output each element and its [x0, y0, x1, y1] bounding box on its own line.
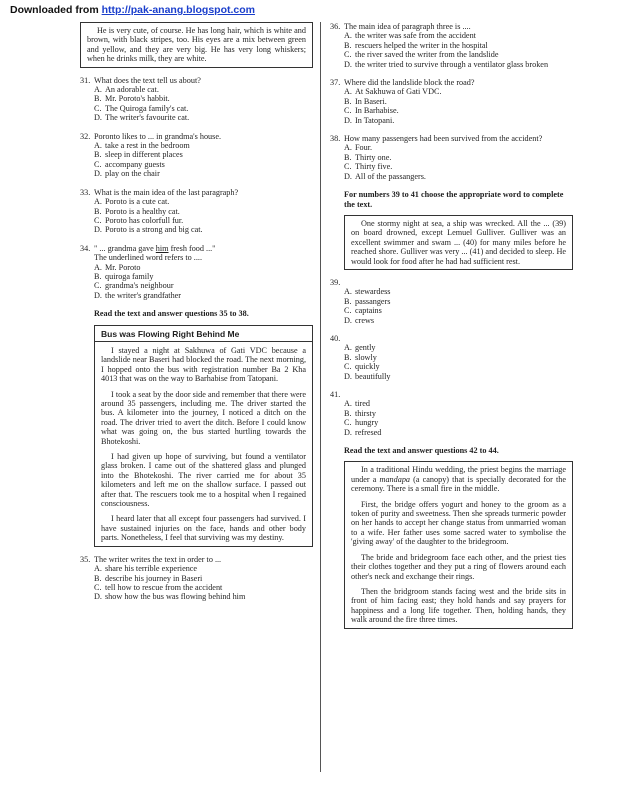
option-c[interactable] [80, 160, 313, 169]
option-a[interactable] [330, 143, 573, 152]
option-letter: A. [94, 564, 102, 574]
option-letter: C. [94, 103, 102, 113]
cloze-passage-box [344, 215, 573, 270]
option-c[interactable] [330, 306, 573, 315]
option-text: crews [355, 315, 375, 325]
option-text: gently [355, 343, 376, 353]
option-d[interactable] [80, 169, 313, 178]
option-letter: B. [94, 573, 102, 583]
option-d[interactable] [80, 113, 313, 122]
option-text: Thirty one. [355, 152, 392, 162]
option-letter: C. [94, 281, 102, 291]
option-b[interactable] [330, 409, 573, 418]
option-text: In Barhabise. [355, 106, 399, 116]
option-text: the writer was safe from the accident [355, 31, 476, 41]
option-d[interactable] [330, 316, 573, 325]
option-text: the writer tried to survive through a ventilator glass broken [355, 59, 549, 69]
question-32 [80, 132, 313, 179]
story-paragraph: I had given up hope of surviving, but found a ventilator glass broken. I came out of the shattered glass and plunged into the Bhotekoshi. The river carried me for about 35 kilometers and left me on the shallow surface. I passed out after that. The rescuers took me to a hospital when I regained consciousness. [101, 452, 306, 509]
option-letter: C. [344, 162, 352, 172]
option-text: Poroto has colorfull fur. [105, 215, 184, 225]
option-b[interactable] [80, 207, 313, 216]
quote-part: fresh food ..." [168, 243, 216, 253]
option-letter: A. [344, 143, 352, 153]
option-letter: D. [94, 169, 102, 179]
option-b[interactable] [330, 297, 573, 306]
option-letter: C. [94, 215, 102, 225]
option-letter: A. [94, 85, 102, 95]
option-text: the writer's grandfather [105, 290, 182, 300]
option-letter: D. [344, 171, 352, 181]
option-text: take a rest in the bedroom [105, 141, 190, 151]
question-31 [80, 76, 313, 123]
question-39 [330, 278, 573, 325]
option-text: share his terrible experience [105, 564, 198, 574]
option-letter: D. [344, 59, 352, 69]
question-38 [330, 134, 573, 181]
option-text: In Tatopani. [355, 115, 395, 125]
option-text: Mr. Poroto's habbit. [105, 94, 170, 104]
banner-link[interactable]: http://pak-anang.blogspot.com [101, 4, 256, 16]
question-text: What does the text tell us about? [94, 75, 201, 85]
download-banner [10, 4, 255, 16]
option-b[interactable] [330, 353, 573, 362]
option-text: hungry [355, 418, 379, 428]
option-text: Mr. Poroto [105, 262, 141, 272]
question-36 [330, 22, 573, 69]
option-c[interactable] [80, 281, 313, 290]
option-c[interactable] [330, 418, 573, 427]
option-letter: A. [344, 399, 352, 409]
option-letter: C. [344, 306, 352, 316]
intro-passage: He is very cute, of course. He has long hair, which is white and brown, with black stripes, too. His eyes are a mix between green and yellow, and they are very big. He has very long whiskers; when he drinks milk, they are white. [87, 26, 306, 64]
option-text: The writer's favourite cat. [105, 113, 190, 123]
option-text: quiroga family [105, 271, 154, 281]
option-a[interactable] [330, 343, 573, 352]
option-d[interactable] [330, 372, 573, 381]
story-paragraph: I stayed a night at Sakhuwa of Gati VDC because a landslide near Baseri had blocked the road. The next morning, I hopped onto the bus with registration number Ba 2 Kha 4013 that was on the way to Barhabise from Tatopani. [101, 345, 306, 384]
wedding-paragraph: First, the bridge offers yogurt and honey to the groom as a token of purity and sweetness. Then she spreads turmeric powder on her hands to accept her change status from unmarried woman to a wife. Her father uses some sacred water to symbolise the 'giving away' of the daughter to the bridegroom. [351, 499, 566, 547]
question-37 [330, 78, 573, 125]
option-text: Four. [355, 143, 373, 153]
option-letter: B. [94, 150, 102, 160]
option-d[interactable] [80, 225, 313, 234]
quote-part: " ... grandma gave [94, 243, 156, 253]
story-paragraph: I took a seat by the door side and remember that there were around 35 passengers, including me. The driver started the bus. A kilometer into the journey, I noticed a ditch on the road. The driver tried to avert the ditch. Before I could know what was going on, the bus started hurtling towards the Bhotekoshi. [101, 389, 306, 446]
option-letter: A. [344, 31, 352, 41]
option-text: captains [355, 306, 382, 316]
option-d[interactable] [330, 428, 573, 437]
option-c[interactable] [330, 106, 573, 115]
option-b[interactable] [80, 150, 313, 159]
option-c[interactable] [80, 583, 313, 592]
option-text: describe his journey in Baseri [105, 573, 203, 583]
story-title: Bus was Flowing Right Behind Me [95, 329, 312, 342]
question-number: 40. [330, 333, 341, 343]
story-box [94, 325, 313, 547]
question-number: 35. [80, 554, 91, 564]
option-c[interactable] [80, 104, 313, 113]
option-text: The Quiroga family's cat. [105, 103, 189, 113]
option-letter: B. [344, 152, 352, 162]
instruction-35-38: Read the text and answer questions 35 to 38. [94, 309, 249, 319]
column-divider [320, 22, 321, 772]
option-text: quickly [355, 362, 380, 372]
instruction-39-41: For numbers 39 to 41 choose the appropriate word to complete the text. [344, 190, 564, 209]
option-text: Poroto is a cute cat. [105, 197, 170, 207]
option-b[interactable] [330, 41, 573, 50]
option-letter: A. [94, 197, 102, 207]
option-letter: C. [344, 418, 352, 428]
intro-passage-box [80, 22, 313, 68]
option-b[interactable] [80, 94, 313, 103]
option-d[interactable] [330, 172, 573, 181]
question-41 [330, 390, 573, 437]
option-b[interactable] [330, 97, 573, 106]
option-a[interactable] [80, 197, 313, 206]
option-text: In Baseri. [355, 96, 387, 106]
option-d[interactable] [80, 291, 313, 300]
option-text: refresed [355, 427, 382, 437]
option-letter: D. [344, 315, 352, 325]
option-a[interactable] [330, 399, 573, 408]
option-a[interactable] [330, 287, 573, 296]
option-c[interactable] [80, 216, 313, 225]
option-letter: B. [344, 408, 352, 418]
option-text: rescuers helped the writer in the hospital [355, 40, 488, 50]
option-text: grandma's neighbour [105, 281, 174, 291]
option-text: show how the bus was flowing behind him [105, 592, 246, 602]
question-quote [94, 244, 313, 253]
wedding-paragraph [351, 465, 566, 493]
wedding-paragraph: The bride and bridegroom face each other, and the priest ties their clothes together and they put a ring of flowers around each other's neck and exchange their rings. [351, 552, 566, 581]
option-a[interactable] [80, 564, 313, 573]
option-text: accompany guests [105, 159, 165, 169]
option-letter: A. [94, 141, 102, 151]
question-text: Where did the landslide block the road? [344, 78, 475, 88]
option-text: play on the chair [105, 169, 160, 179]
option-letter: B. [94, 271, 102, 281]
question-33 [80, 188, 313, 235]
left-column [80, 22, 313, 611]
option-text: the river saved the writer from the landslide [355, 50, 499, 60]
question-34 [80, 244, 313, 300]
option-text: At Sakhuwa of Gati VDC. [355, 87, 442, 97]
option-text: thirsty [355, 408, 376, 418]
option-text: sleep in different places [105, 150, 183, 160]
cloze-passage: One stormy night at sea, a ship was wrecked. All the ... (39) on board drowned, except Lemuel Gulliver. Gulliver was an excellent swimmer and swam ... (40) for many miles before he reached shore. Gulliver was very ... (41) and decided to sleep. He would look for food after he had had sufficient rest. [351, 218, 566, 266]
instruction-42-44: Read the text and answer questions 42 to 44. [344, 446, 499, 456]
question-number: 37. [330, 78, 341, 88]
option-c[interactable] [330, 50, 573, 59]
option-text: tired [355, 399, 371, 409]
option-letter: B. [344, 96, 352, 106]
question-text: The main idea of paragraph three is .... [344, 22, 471, 31]
option-b[interactable] [80, 574, 313, 583]
option-c[interactable] [330, 362, 573, 371]
option-a[interactable] [80, 263, 313, 272]
question-text: The writer writes the text in order to ... [94, 554, 222, 564]
banner-prefix: Downloaded from [10, 4, 102, 16]
text-run: In a traditional Hindu wedding, the priest begins the marriage under a [351, 465, 566, 484]
option-letter: C. [94, 582, 102, 592]
question-text: Poronto likes to ... in grandma's house. [94, 131, 222, 141]
option-letter: A. [344, 87, 352, 97]
option-letter: A. [344, 343, 352, 353]
question-number: 32. [80, 131, 91, 141]
question-text: What is the main idea of the last paragraph? [94, 187, 239, 197]
option-d[interactable] [330, 60, 573, 69]
question-number: 34. [80, 243, 91, 253]
option-letter: C. [344, 362, 352, 372]
wedding-paragraph: Then the bridgroom stands facing west and the bride sits in front of him facing east; they hold hands and say prayers for happiness and a long life together. Then, holding hands, they walk around the fire three times. [351, 586, 566, 625]
option-letter: D. [94, 290, 102, 300]
option-letter: C. [94, 159, 102, 169]
option-letter: D. [344, 371, 352, 381]
option-text: stewardess [355, 287, 391, 297]
option-letter: B. [94, 206, 102, 216]
question-text-line [80, 253, 313, 262]
option-d[interactable] [80, 592, 313, 601]
question-text: How many passengers had been survived from the accident? [344, 134, 543, 144]
option-letter: D. [344, 115, 352, 125]
option-text: Poroto is a strong and big cat. [105, 225, 203, 235]
wedding-passage-box [344, 461, 573, 628]
question-number: 33. [80, 187, 91, 197]
right-column [330, 22, 573, 637]
option-text: Poroto is a healthy cat. [105, 206, 180, 216]
option-letter: B. [344, 296, 352, 306]
option-letter: D. [94, 592, 102, 602]
italic-term: mandapa [379, 474, 411, 484]
option-letter: A. [94, 262, 102, 272]
option-b[interactable] [80, 272, 313, 281]
option-a[interactable] [330, 31, 573, 40]
question-number: 41. [330, 390, 341, 399]
option-text: All of the passangers. [355, 171, 426, 181]
option-text: beautifully [355, 371, 391, 381]
question-35 [80, 555, 313, 602]
option-letter: C. [344, 106, 352, 116]
story-paragraph: I heard later that all except four passengers had survived. I have sustained injuries on the face, hands and other body parts. Nonetheless, I feel that surviving was my destiny. [101, 514, 306, 543]
option-a[interactable] [330, 87, 573, 96]
option-text: passangers [355, 296, 391, 306]
option-a[interactable] [80, 141, 313, 150]
underlined-word: him [155, 243, 169, 253]
option-c[interactable] [330, 162, 573, 171]
question-number: 39. [330, 277, 341, 287]
option-d[interactable] [330, 116, 573, 125]
option-letter: D. [94, 113, 102, 123]
option-text: Thirty five. [355, 162, 393, 172]
option-a[interactable] [80, 85, 313, 94]
option-letter: C. [344, 50, 352, 60]
option-text: tell how to rescue from the accident [105, 582, 223, 592]
question-text: The underlined word refers to .... [94, 253, 202, 263]
option-letter: B. [94, 94, 102, 104]
option-text: slowly [355, 352, 377, 362]
option-text: An adorable cat. [105, 85, 159, 95]
text-run: (a canopy) that is specially decorated for the ceremony. There is a small fire in the middle. [351, 474, 567, 494]
question-40 [330, 334, 573, 381]
option-letter: A. [344, 287, 352, 297]
question-number: 38. [330, 134, 341, 144]
option-letter: B. [344, 352, 352, 362]
question-number: 31. [80, 75, 91, 85]
option-letter: D. [344, 427, 352, 437]
option-letter: D. [94, 225, 102, 235]
option-letter: B. [344, 40, 352, 50]
option-b[interactable] [330, 153, 573, 162]
question-number: 36. [330, 22, 341, 31]
